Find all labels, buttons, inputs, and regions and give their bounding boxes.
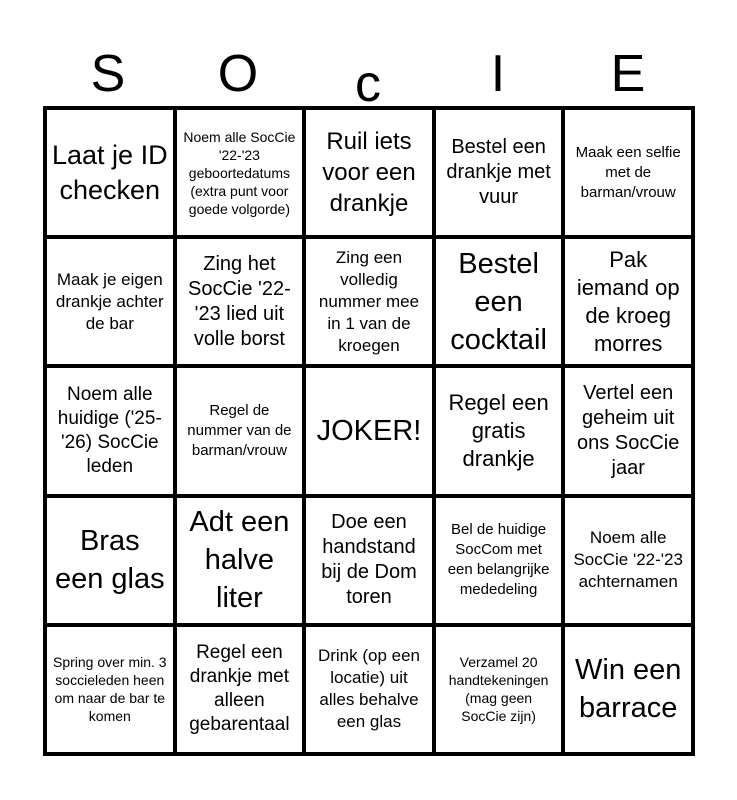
cell-text: Verzamel 20 handtekeningen (mag geen SocCie zijn) (448, 654, 549, 725)
bingo-header (43, 40, 695, 113)
header-letter-i: I (490, 45, 506, 103)
bingo-cell[interactable] (434, 625, 564, 754)
bingo-cell[interactable] (304, 496, 434, 625)
cell-text: Bestel een drankje met vuur (446, 136, 551, 209)
cell-text: JOKER! (316, 414, 422, 447)
bingo-cell[interactable] (304, 237, 434, 366)
bingo-cell[interactable] (304, 108, 434, 237)
cell-text: Win een barrace (575, 654, 682, 725)
header-letter-s: S (90, 45, 126, 103)
cell-text: Regel de nummer van de barman/vrouw (187, 401, 292, 459)
bingo-cell[interactable] (563, 366, 693, 495)
bingo-cell[interactable] (434, 237, 564, 366)
cell-text: Maak je eigen drankje achter de bar (55, 269, 164, 333)
cell-text: Ruil iets voor een drankje (322, 128, 416, 218)
bingo-cell[interactable] (434, 366, 564, 495)
bingo-cell[interactable] (304, 625, 434, 754)
bingo-cell[interactable] (434, 496, 564, 625)
bingo-cell[interactable] (434, 108, 564, 237)
bingo-cell[interactable] (45, 625, 175, 754)
bingo-cell[interactable] (175, 108, 305, 237)
bingo-cell[interactable] (175, 496, 305, 625)
bingo-cell[interactable] (45, 237, 175, 366)
cell-text: Spring over min. 3 soccieleden heen om naar de bar te komen (52, 654, 167, 725)
bingo-cell[interactable] (563, 237, 693, 366)
bingo-cell[interactable] (563, 496, 693, 625)
bingo-cell[interactable] (45, 496, 175, 625)
header-letter-c: c (355, 55, 381, 113)
cell-text: Bras een glas (54, 525, 165, 596)
cell-text: Bestel een cocktail (450, 247, 547, 356)
cell-text: Noem alle SocCie '22-'23 geboortedatums (extra punt voor goede volgorde) (183, 128, 296, 217)
bingo-cell[interactable] (175, 366, 305, 495)
cell-text: Bel de huidige SocCom met een belangrijke mededeling (447, 521, 550, 599)
cell-text: Adt een halve liter (189, 506, 290, 615)
bingo-cell free-space[interactable] (304, 366, 434, 495)
bingo-cell[interactable] (45, 108, 175, 237)
cell-text: Regel een gratis drankje (448, 389, 549, 471)
header-letter-o: O (217, 45, 259, 103)
cell-text: Vertel een geheim uit ons SocCie jaar (577, 381, 680, 479)
cell-text: Laat je ID checken (52, 139, 168, 205)
cell-text: Noem alle huidige ('25-'26) SocCie leden (57, 383, 162, 477)
bingo-cell[interactable] (175, 625, 305, 754)
bingo-cell[interactable] (175, 237, 305, 366)
bingo-card (43, 106, 695, 756)
bingo-cell[interactable] (563, 625, 693, 754)
cell-text: Drink (op een locatie) uit alles behalve een glas (317, 646, 421, 732)
cell-text: Noem alle SocCie '22-'23 achternamen (573, 528, 683, 592)
cell-text: Zing een volledig nummer mee in 1 van de kroegen (318, 247, 420, 355)
header-letter-e: E (610, 45, 646, 103)
cell-text: Regel een drankje met alleen gebarentaal (189, 642, 290, 736)
cell-text: Zing het SocCie '22-'23 lied uit volle borst (188, 252, 291, 350)
bingo-cell[interactable] (563, 108, 693, 237)
bingo-cell[interactable] (45, 366, 175, 495)
cell-text: Maak een selfie met de barman/vrouw (575, 143, 681, 201)
cell-text: Pak iemand op de kroeg morres (576, 246, 680, 356)
cell-text: Doe een handstand bij de Dom toren (321, 511, 417, 609)
